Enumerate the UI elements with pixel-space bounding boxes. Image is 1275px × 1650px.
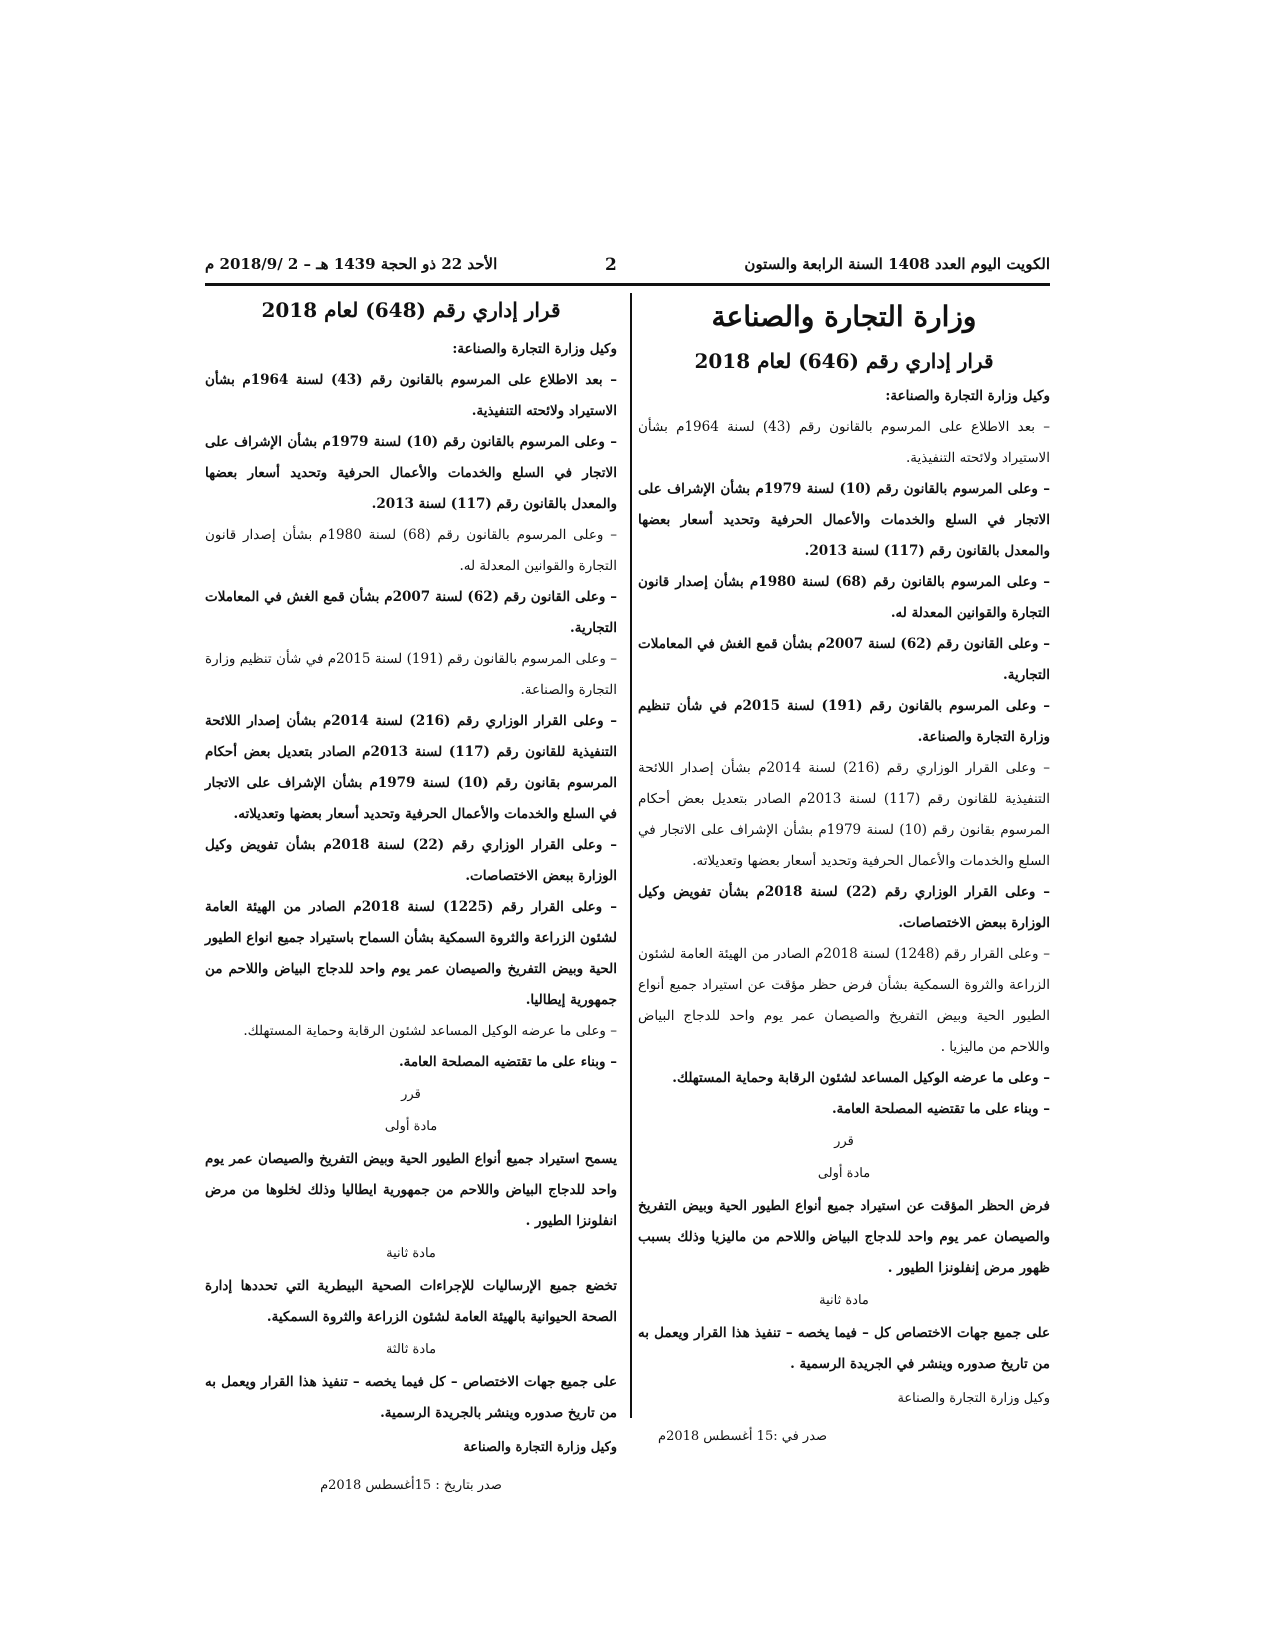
preamble-paragraph: – وعلى ما عرضه الوكيل المساعد لشئون الرقابة وحماية المستهلك. bbox=[672, 1070, 1050, 1086]
column-divider bbox=[630, 293, 632, 1418]
preamble-paragraph: – وعلى القرار الوزاري رقم (216) لسنة 2014م بشأن إصدار اللائحة التنفيذية للقانون رقم (117) لسنة 2013م الصادر بتعديل بعض أحكام المرسوم بقانون رقم (10) لسنة 1979م بشأن الإشراف على الاتجار في السلع والخدمات والأعمال الحرفية وتحديد أسعار بعضها وتعديلاته. bbox=[205, 713, 617, 822]
issue-date: صدر في :15 أغسطس 2018م bbox=[658, 1429, 828, 1444]
ministry-heading: وزارة التجارة والصناعة bbox=[711, 300, 977, 333]
preamble-paragraph: – وعلى القرار الوزاري رقم (22) لسنة 2018م بشأن تفويض وكيل الوزارة ببعض الاختصاصات. bbox=[205, 837, 617, 884]
signature: وكيل وزارة التجارة والصناعة bbox=[463, 1440, 617, 1455]
article-text: على جميع جهات الاختصاص – كل فيما يخصه – تنفيذ هذا القرار ويعمل به من تاريخ صدوره وينشر بالجريدة الرسمية. bbox=[205, 1374, 617, 1421]
article-label: مادة أولى bbox=[384, 1119, 438, 1134]
preamble-paragraph: – وعلى القرار الوزاري رقم (216) لسنة 2014م بشأن إصدار اللائحة التنفيذية للقانون رقم (117) لسنة 2013م الصادر بتعديل بعض أحكام المرسوم بقانون رقم (10) لسنة 1979م بشأن الإشراف على الاتجار في السلع والخدمات والأعمال الحرفية وتحديد أسعار بعضها وتعديلاته. bbox=[638, 760, 1050, 869]
preamble-paragraph: – وعلى القانون رقم (62) لسنة 2007م بشأن قمع الغش في المعاملات التجارية. bbox=[205, 589, 617, 636]
article-label: مادة ثانية bbox=[819, 1293, 869, 1308]
article-text: على جميع جهات الاختصاص كل – فيما يخصه – تنفيذ هذا القرار ويعمل به من تاريخ صدوره وينشر في الجريدة الرسمية . bbox=[638, 1325, 1050, 1372]
preamble-paragraph: – وبناء على ما تقتضيه المصلحة العامة. bbox=[831, 1101, 1050, 1117]
preamble-paragraph: – وعلى القرار الوزاري رقم (22) لسنة 2018م بشأن تفويض وكيل الوزارة ببعض الاختصاصات. bbox=[638, 884, 1050, 931]
header-rule bbox=[205, 283, 1050, 286]
decision-title: قرار إداري رقم (646) لعام 2018 bbox=[694, 349, 994, 373]
preamble-paragraph: – وعلى المرسوم بالقانون رقم (191) لسنة 2015م في شأن تنظيم وزارة التجارة والصناعة. bbox=[205, 651, 617, 698]
preamble-paragraph: وكيل وزارة التجارة والصناعة: bbox=[452, 341, 617, 357]
preamble-paragraph: – وعلى المرسوم بالقانون رقم (10) لسنة 1979م بشأن الإشراف على الاتجار في السلع والخدمات والأعمال الحرفية وتحديد أسعار بعضها والمعدل بالقانون رقم (117) لسنة 2013. bbox=[205, 434, 617, 512]
preamble-paragraph: – وعلى المرسوم بالقانون رقم (10) لسنة 1979م بشأن الإشراف على الاتجار في السلع والخدمات والأعمال الحرفية وتحديد أسعار بعضها والمعدل بالقانون رقم (117) لسنة 2013. bbox=[638, 481, 1050, 559]
page-header bbox=[205, 255, 1050, 283]
preamble-paragraph: – وعلى ما عرضه الوكيل المساعد لشئون الرقابة وحماية المستهلك. bbox=[243, 1023, 617, 1039]
preamble-paragraph: – وعلى القرار رقم (1225) لسنة 2018م الصادر من الهيئة العامة لشئون الزراعة والثروة السمكية بشأن السماح باستيراد جميع انواع الطيور الحية وبيض التفريخ والصيصان عمر يوم واحد للدجاج البياض واللاحم من جمهورية إيطاليا. bbox=[205, 899, 618, 1008]
article-text: يسمح استيراد جميع أنواع الطيور الحية وبيض التفريخ والصيصان عمر يوم واحد للدجاج البياض واللاحم من جمهورية ايطاليا وذلك لخلوها من مرض انفلونزا الطيور . bbox=[205, 1151, 617, 1229]
decision-646-column bbox=[638, 290, 1050, 1452]
article-text: فرض الحظر المؤقت عن استيراد جميع أنواع الطيور الحية وبيض التفريخ والصيصان عمر يوم واحد للدجاج البياض واللاحم من ماليزيا وذلك بسبب ظهور مرض إنفلونزا الطيور . bbox=[638, 1198, 1050, 1276]
issue-date: صدر بتاريخ : 15أغسطس 2018م bbox=[320, 1478, 502, 1493]
preamble-paragraph: – وعلى المرسوم بالقانون رقم (68) لسنة 1980م بشأن إصدار قانون التجارة والقوانين المعدلة له. bbox=[205, 527, 618, 574]
article-label: مادة ثانية bbox=[386, 1246, 436, 1261]
page-number: 2 bbox=[605, 255, 617, 275]
decision-648-column bbox=[205, 290, 617, 1501]
preamble-paragraph: – بعد الاطلاع على المرسوم بالقانون رقم (43) لسنة 1964م بشأن الاستيراد ولائحته التنفيذية. bbox=[638, 419, 1050, 466]
article-label: مادة أولى bbox=[817, 1166, 871, 1181]
preamble-paragraph: – وعلى القانون رقم (62) لسنة 2007م بشأن قمع الغش في المعاملات التجارية. bbox=[638, 636, 1050, 683]
preamble-paragraph: وكيل وزارة التجارة والصناعة: bbox=[885, 388, 1050, 404]
preamble-paragraph: – وبناء على ما تقتضيه المصلحة العامة. bbox=[398, 1054, 617, 1070]
header-issue: الكويت اليوم العدد 1408 السنة الرابعة والستون bbox=[744, 255, 1050, 273]
article-label: مادة ثالثة bbox=[385, 1342, 437, 1357]
decision-title: قرار إداري رقم (648) لعام 2018 bbox=[261, 298, 561, 322]
decided-heading: قرر bbox=[834, 1134, 854, 1149]
signature: وكيل وزارة التجارة والصناعة bbox=[897, 1391, 1050, 1406]
article-text: تخضع جميع الإرساليات للإجراءات الصحية البيطرية التي تحددها إدارة الصحة الحيوانية بالهيئة العامة لشئون الزراعة والثروة السمكية. bbox=[205, 1278, 617, 1325]
preamble-paragraph: – وعلى القرار رقم (1248) لسنة 2018م الصادر من الهيئة العامة لشئون الزراعة والثروة السمكية بشأن فرض حظر مؤقت عن استيراد جميع أنواع الطيور الحية وبيض التفريخ والصيصان عمر يوم واحد للدجاج البياض واللاحم من ماليزيا . bbox=[638, 946, 1050, 1055]
gazette-page bbox=[205, 255, 1050, 1493]
preamble-paragraph: – بعد الاطلاع على المرسوم بالقانون رقم (43) لسنة 1964م بشأن الاستيراد ولائحته التنفيذية. bbox=[205, 372, 617, 419]
preamble-paragraph: – وعلى المرسوم بالقانون رقم (191) لسنة 2015م في شأن تنظيم وزارة التجارة والصناعة. bbox=[638, 698, 1050, 745]
decided-heading: قرر bbox=[401, 1087, 421, 1102]
header-date: الأحد 22 ذو الحجة 1439 هـ – 2 /2018/9 م bbox=[205, 255, 498, 273]
preamble-paragraph: – وعلى المرسوم بالقانون رقم (68) لسنة 1980م بشأن إصدار قانون التجارة والقوانين المعدلة له. bbox=[638, 574, 1050, 621]
